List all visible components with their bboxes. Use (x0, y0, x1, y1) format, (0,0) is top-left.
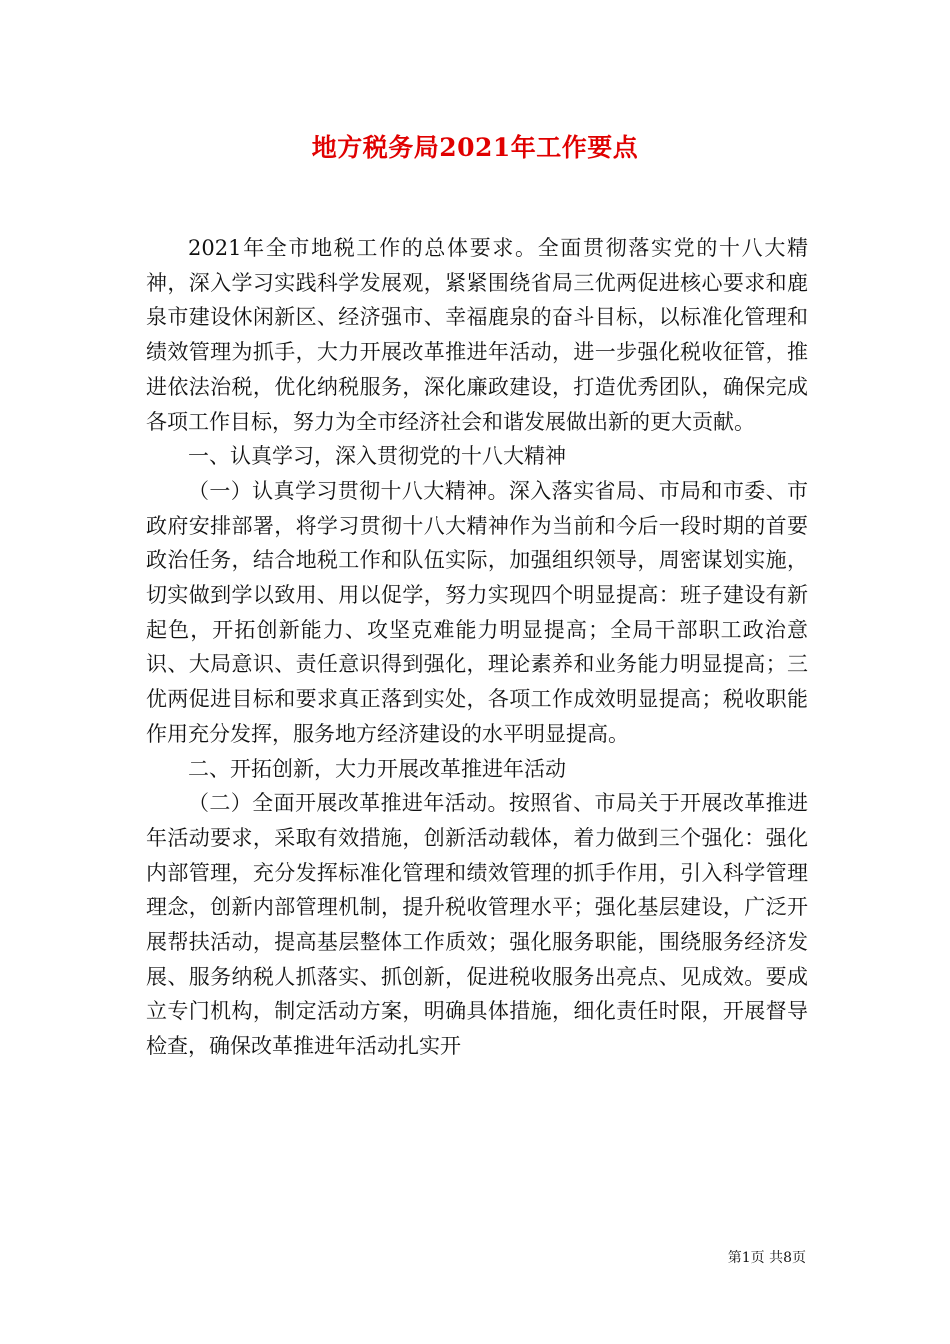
paragraph-item-2: （二）全面开展改革推进年活动。按照省、市局关于开展改革推进年活动要求，采取有效措施，创新活动载体，着力做到三个强化：强化内部管理，充分发挥标准化管理和绩效管理的抓手作用，引入科学管理理念，创新内部管理机制，提升税收管理水平；强化基层建设，广泛开展帮扶活动，提高基层整体工作质效；强化服务职能，围绕服务经济发展、服务纳税人抓落实、抓创新，促进税收服务出亮点、见成效。要成立专门机构，制定活动方案，明确具体措施，细化责任时限，开展督导检查，确保改革推进年活动扎实开 (146, 791, 808, 1059)
section-heading-1: 一、认真学习，深入贯彻党的十八大精神 (188, 444, 566, 469)
section-heading-2: 二、开拓创新，大力开展改革推进年活动 (188, 756, 566, 781)
page-title: 地方税务局2021年工作要点 (311, 133, 639, 162)
document-body (146, 231, 808, 1064)
page-number-footer: 第1页 共8页 (727, 1250, 806, 1266)
paragraph-item-1: （一）认真学习贯彻十八大精神。深入落实省局、市局和市委、市政府安排部署，将学习贯彻十八大精神作为当前和今后一段时期的首要政治任务，结合地税工作和队伍实际，加强组织领导，周密谋划实施，切实做到学以致用、用以促学，努力实现四个明显提高：班子建设有新起色，开拓创新能力、攻坚克难能力明显提高；全局干部职工政治意识、大局意识、责任意识得到强化，理论素养和业务能力明显提高；三优两促进目标和要求真正落到实处，各项工作成效明显提高；税收职能作用充分发挥，服务地方经济建设的水平明显提高。 (146, 478, 808, 746)
paragraph-overall-requirements: 2021年全市地税工作的总体要求。全面贯彻落实党的十八大精神，深入学习实践科学发展观，紧紧围绕省局三优两促进核心要求和鹿泉市建设休闲新区、经济强市、幸福鹿泉的奋斗目标，以标准化管理和绩效管理为抓手，大力开展改革推进年活动，进一步强化税收征管，推进依法治税，优化纳税服务，深化廉政建设，打造优秀团队，确保完成各项工作目标，努力为全市经济社会和谐发展做出新的更大贡献。 (146, 236, 808, 434)
